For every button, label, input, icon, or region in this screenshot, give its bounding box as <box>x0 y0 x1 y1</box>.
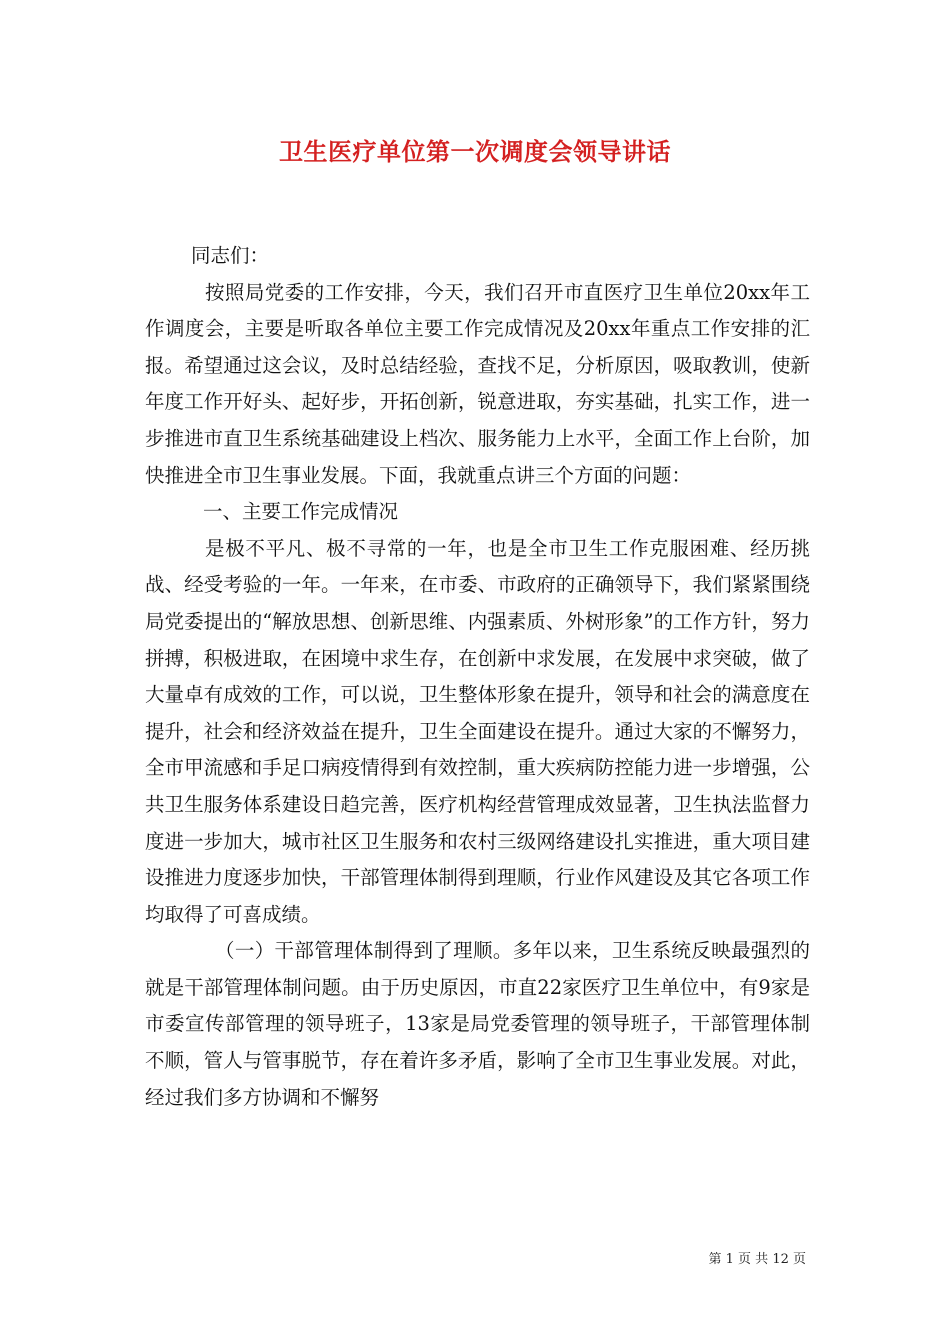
paragraph-summary: 是极不平凡、极不寻常的一年，也是全市卫生工作克服困难、经历挑战、经受考验的一年。一年来，在市委、市政府的正确领导下，我们紧紧围绕局党委提出的“解放思想、创新思维、内强素质、外树形象”的工作方针，努力拼搏，积极进取，在困境中求生存，在创新中求发展，在发展中求突破，做了大量卓有成效的工作，可以说，卫生整体形象在提升，领导和社会的满意度在提升，社会和经济效益在提升，卫生全面建设在提升。通过大家的不懈努力，全市甲流感和手足口病疫情得到有效控制，重大疾病防控能力进一步增强，公共卫生服务体系建设日趋完善，医疗机构经营管理成效显著，卫生执法监督力度进一步加大，城市社区卫生服务和农村三级网络建设扎实推进，重大项目建设推进力度逐步加快，干部管理体制得到理顺，行业作风建设及其它各项工作均取得了可喜成绩。 <box>145 536 810 926</box>
page-number: 第 1 页 共 12 页 <box>708 1252 806 1267</box>
paragraph-item-1: （一）干部管理体制得到了理顺。多年以来，卫生系统反映最强烈的就是干部管理体制问题。由于历史原因，市直22家医疗卫生单位中，有9家是市委宣传部管理的领导班子，13家是局党委管理的领导班子，干部管理体制不顺，管人与管事脱节，存在着许多矛盾，影响了全市卫生事业发展。对此，经过我们多方协调和不懈努 <box>145 939 810 1109</box>
document-body <box>145 238 810 1116</box>
section-heading: 一、主要工作完成情况 <box>203 500 399 524</box>
salutation: 同志们： <box>191 244 270 267</box>
paragraph-intro: 按照局党委的工作安排，今天，我们召开市直医疗卫生单位20xx年工作调度会，主要是听取各单位主要工作完成情况及20xx年重点工作安排的汇报。希望通过这会议，及时总结经验，查找不足，分析原因，吸取教训，使新年度工作开好头、起好步，开拓创新，锐意进取，夯实基础，扎实工作，进一步推进市直卫生系统基础建设上档次、服务能力上水平，全面工作上台阶，加快推进全市卫生事业发展。下面，我就重点讲三个方面的问题： <box>145 280 810 487</box>
document-title: 卫生医疗单位第一次调度会领导讲话 <box>279 137 671 166</box>
